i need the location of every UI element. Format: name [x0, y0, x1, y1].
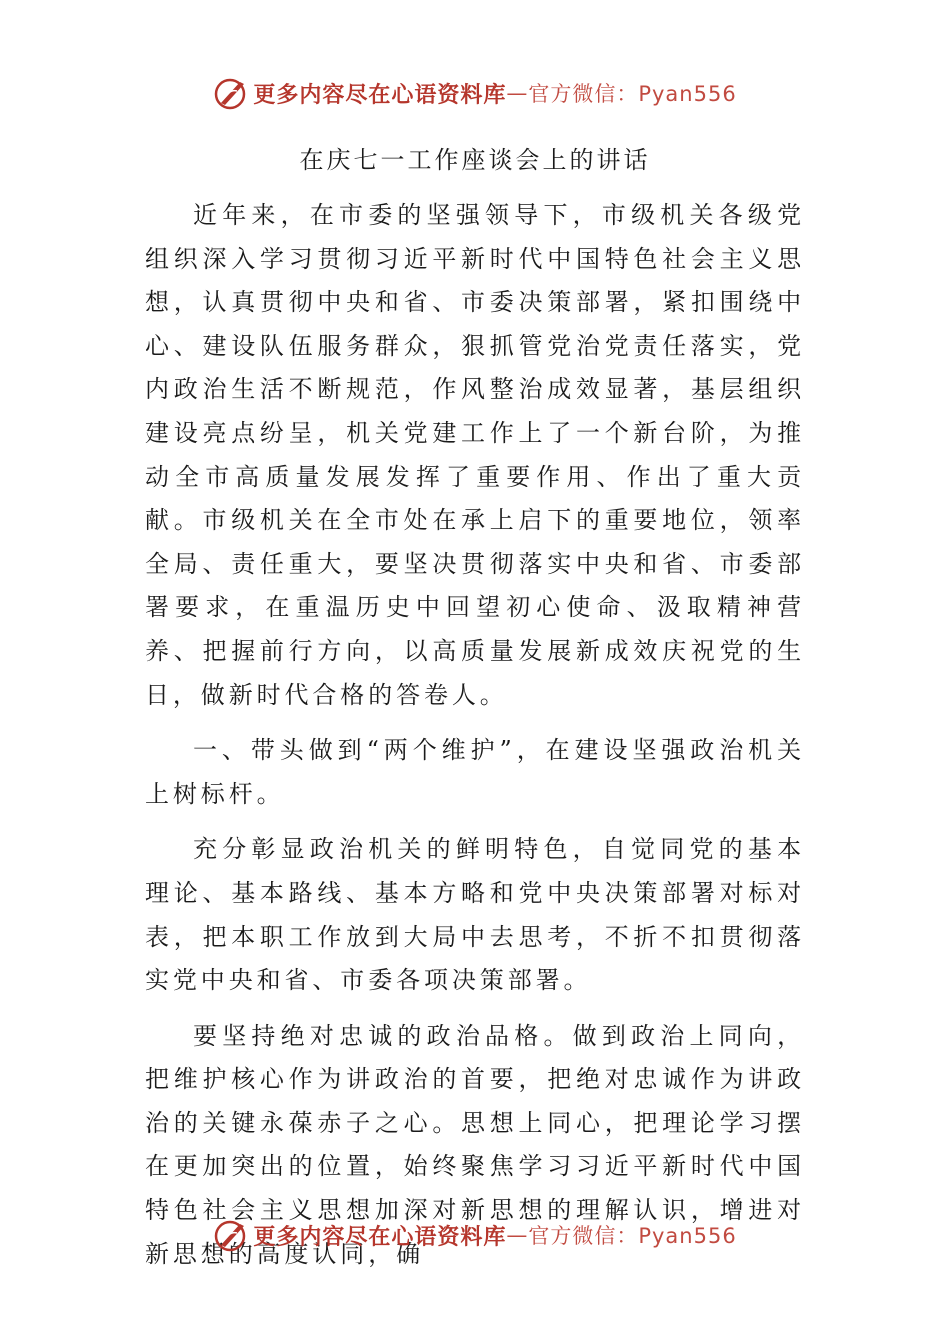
footer-banner-separator: — — [506, 1223, 529, 1247]
header-banner-separator: — — [506, 81, 529, 105]
pen-logo-icon — [213, 1217, 249, 1253]
pen-logo-icon — [213, 75, 249, 111]
footer-watermark-banner — [0, 1210, 950, 1260]
document-body — [145, 194, 805, 1288]
paragraph-section-heading: 一、带头做到“两个维护”，在建设坚强政治机关上树标杆。 — [145, 736, 805, 808]
header-banner-contact: 官方微信：Pyan556 — [528, 82, 737, 106]
paragraph-intro: 近年来，在市委的坚强领导下，市级机关各级党组织深入学习贯彻习近平新时代中国特色社会主义思想，认真贯彻中央和省、市委决策部署，紧扣围绕中心、建设队伍服务群众，狠抓管党治党责任落实，党内政治生活不断规范，作风整治成效显著，基层组织建设亮点纷呈，机关党建工作上了一个新台阶，为推动全市高质量发展发挥了重要作用、作出了重大贡献。市级机关在全市处在承上启下的重要地位，领率全局、责任重大，要坚决贯彻落实中央和省、市委部署要求，在重温历史中回望初心使命、汲取精神营养、把握前行方向，以高质量发展新成效庆祝党的生日，做新时代合格的答卷人。 — [145, 201, 805, 709]
header-banner-main: 更多内容尽在心语资料库 — [253, 81, 507, 108]
paragraph-loyalty: 要坚持绝对忠诚的政治品格。做到政治上同向，把维护核心作为讲政治的首要，把绝对忠诚作为讲政治的关键永葆赤子之心。思想上同心，把理论学习摆在更加突出的位置，始终聚焦学习习近平新时代中国特色社会主义思想加深对新思想的理解认识，增进对新思想的高度认同，确 — [145, 1021, 805, 1268]
paragraph-political-features: 充分彰显政治机关的鲜明特色，自觉同党的基本理论、基本路线、基本方略和党中央决策部署对标对表，把本职工作放到大局中去思考，不折不扣贯彻落实党中央和省、市委各项决策部署。 — [145, 835, 805, 995]
footer-banner-contact: 官方微信：Pyan556 — [528, 1224, 737, 1248]
header-watermark-banner — [0, 68, 950, 118]
document-title: 在庆七一工作座谈会上的讲话 — [299, 146, 651, 174]
footer-banner-main: 更多内容尽在心语资料库 — [253, 1223, 507, 1250]
